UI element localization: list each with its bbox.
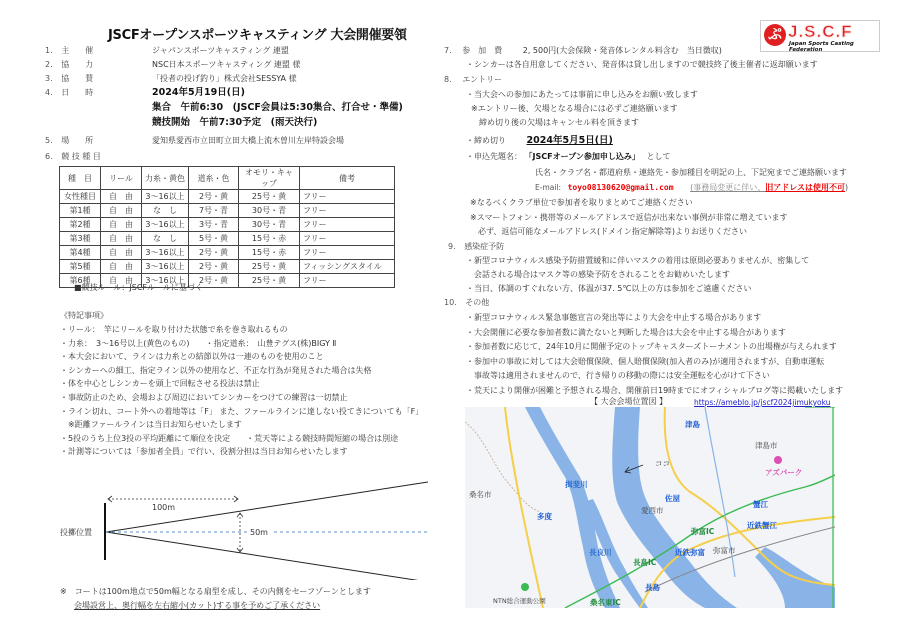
subject-value: 「JSCFオープン参加申し込み」 (524, 152, 640, 161)
table-cell: フリー (300, 274, 395, 288)
entry-note: ※スマートフォン・携帯等のメールアドレスで返信が出来ない事例が非常に増えています (470, 213, 788, 222)
map-label: 近鉄蟹江 (747, 521, 777, 530)
table-cell: 第2種 (60, 218, 101, 232)
table-cell: 自 由 (101, 204, 142, 218)
logo-subtitle: Japan Sports Casting Federation (789, 41, 854, 53)
map-label: 桑名市 (469, 490, 492, 499)
item-datetime: 4. 日 時 (45, 88, 94, 97)
entry-line: ※エントリー後、欠場となる場合には必ずご連絡願います (471, 104, 678, 113)
item-cooperation: 2. 協 力 (45, 60, 94, 69)
other-note-item: ・大会開催に必要な参加者数に満たないと判断した場合は大会を中止する場合があります (466, 327, 786, 337)
table-cell: 2号・黄 (189, 190, 239, 204)
table-header-cell: 力糸・黄色 (142, 167, 189, 190)
events-table (59, 166, 395, 288)
subject-row: ・申込先題名： 「JSCFオープン参加申し込み」 として (466, 152, 671, 161)
infection-line: 会話される場合はマスク等の感染予防をされることをお勧めいたします (466, 270, 730, 279)
table-cell: 15号・赤 (239, 232, 300, 246)
width-label: 50m (250, 528, 268, 537)
assembly-time: 集合 午前6:30 (JSCF会員は5:30集合、打合せ・準備) (152, 102, 403, 113)
table-cell: 2号・黄 (189, 274, 239, 288)
table-cell: 自 由 (101, 246, 142, 260)
email-row: E-mail: toyo08130620@gmail.com (事務局変更に伴い、旧アドレスは使用不可) (535, 183, 849, 192)
email-note: (事務局変更に伴い、 (690, 183, 766, 192)
special-note-item: ※距離ファールラインは当日お知らせいたします (60, 420, 242, 430)
table-cell: 2号・黄 (189, 246, 239, 260)
entry-note: ※なるべくクラブ単位で参加者を取りまとめてご連絡ください (470, 198, 693, 207)
table-header-cell: 種 目 (60, 167, 101, 190)
table-cell: 女性種目 (60, 190, 101, 204)
table-cell: 30号・青 (239, 204, 300, 218)
table-header-cell: オモリ・キャップ (239, 167, 300, 190)
table-row (60, 218, 395, 232)
table-cell: 25号・黄 (239, 260, 300, 274)
table-cell: 第3種 (60, 232, 101, 246)
logo-name: J.S.C.F (788, 22, 853, 41)
entry-heading: 8. エントリー (444, 75, 503, 84)
deadline-value: 2024年5月5日(日) (526, 135, 613, 146)
map-title: 【 大会会場位置図 】 (590, 397, 668, 406)
table-cell: フリー (300, 204, 395, 218)
map-label: 多度 (537, 512, 552, 521)
other-heading: 10. その他 (444, 298, 490, 307)
court-boundary-bottom (106, 532, 428, 580)
fee-section: 7. 参 加 費 2, 500円(大会保険・発音体レンタル料含む 当日徴収) (444, 46, 722, 55)
table-row (60, 204, 395, 218)
table-row (60, 232, 395, 246)
map-label: 津島市 (755, 441, 778, 450)
email-link[interactable]: toyo08130620@gmail.com (567, 183, 674, 192)
other-note-item: 事故等は適用されませんので、行き帰りの移動の際には安全運転を心がけて下さい (466, 371, 770, 380)
venue-marker-label: ココ (655, 459, 670, 468)
table-cell: 15号・赤 (239, 246, 300, 260)
venue-map[interactable] (465, 407, 835, 608)
event-date: 2024年5月19日(日) (152, 87, 245, 98)
poi-pin-icon (774, 456, 782, 464)
logo-emblem-icon: ぷ (764, 24, 786, 46)
special-note-item: ・計測等については「参加者全員」で行い、役割分担は当日お知らせいたします (60, 447, 348, 457)
table-cell: フリー (300, 246, 395, 260)
other-list (466, 311, 843, 398)
casting-position-label: 投擲位置 (60, 528, 92, 537)
table-cell: 第5種 (60, 260, 101, 274)
map-label: 佐屋 (665, 494, 680, 503)
table-row (60, 190, 395, 204)
map-label: 桑名東IC (590, 598, 621, 607)
table-cell: フリー (300, 232, 395, 246)
table-cell: 7号・青 (189, 204, 239, 218)
table-header-row (60, 167, 395, 190)
map-label: アズパーク (765, 468, 803, 477)
rules-note: ■競技ルール：JSCFルールに基づく (74, 283, 203, 292)
table-cell: 自 由 (101, 218, 142, 232)
special-note-item: ・ライン切れ、コート外への着地等は「F」 また、ファールラインに達しない投てきについても「F」 (60, 406, 424, 416)
table-cell: 3号・青 (189, 218, 239, 232)
table-cell: 第1種 (60, 204, 101, 218)
item-venue: 5. 場 所 (45, 136, 94, 145)
item-organizer: 1. 主 催 (45, 46, 94, 55)
table-cell: フィッシングスタイル (300, 260, 395, 274)
table-cell: な し (142, 204, 189, 218)
entry-line: ・当大会への参加にあたっては事前に申し込みをお願い致します (466, 90, 698, 99)
table-cell: 第6種 (60, 274, 101, 288)
table-cell: 自 由 (101, 274, 142, 288)
special-note-item: ・力糸： 3〜16号以上(黄色のもの) ・指定道糸： 山豊テグス(株)BIGY Ⅱ (60, 338, 337, 348)
special-note-item: ・シンカーへの細工、指定ライン以外の使用など、不正な行為が発見された場合は失格 (60, 365, 372, 375)
map-label: 蟹江 (753, 500, 768, 509)
other-note-item: ・参加中の事故に対しては大会賠償保険、個人賠償保険(加入者のみ)が適用されますが、自動車運転 (466, 356, 825, 366)
old-address-warning: 旧アドレスは使用不可 (765, 183, 845, 192)
poi-pin-icon (521, 583, 529, 591)
special-note-item: ・5投のうち上位3投の平均距離にて順位を決定 ・荒天等による競技時間短縮の場合は別途 (60, 433, 399, 443)
table-cell: 5号・黄 (189, 232, 239, 246)
fee-value: 2, 500円(大会保険・発音体レンタル料含む 当日徴収) (522, 46, 722, 55)
court-note-cut: 会場設営上、奥行幅を左右縮小(カット)する事を予めご了承ください (74, 601, 321, 610)
table-cell: 自 由 (101, 260, 142, 274)
infection-line: ・新型コロナウィルス感染予防措置緩和に伴いマスクの着用は原則必要ありませんが、密集して (466, 256, 810, 265)
entry-line: 締め切り後の欠場はキャンセル料を頂きます (479, 118, 639, 127)
special-note-item: ・体を中心としシンカーを頭上で回転させる投法は禁止 (60, 379, 260, 389)
special-note-item: ・事故防止のため、会場および周辺においてシンカーをつけての練習は一切禁止 (60, 392, 348, 402)
special-notes-list (60, 323, 423, 459)
table-header-cell: 道糸・色 (189, 167, 239, 190)
table-cell: 3〜16以上 (142, 260, 189, 274)
table-cell: 自 由 (101, 232, 142, 246)
table-cell: フリー (300, 218, 395, 232)
special-note-item: ・リール： 竿にリールを取り付けた状態で糸を巻き取れるもの (60, 325, 288, 334)
table-header-cell: リール (101, 167, 142, 190)
table-cell: 第4種 (60, 246, 101, 260)
table-cell: フリー (300, 190, 395, 204)
map-label: 揖斐川 (565, 480, 588, 489)
map-label: NTN総合運動公園 (493, 597, 546, 605)
map-label: 津島 (685, 420, 700, 429)
sponsor-value: 「投者の投げ釣り」株式会社SESSYA 様 (152, 74, 297, 83)
map-label: 近鉄弥富 (675, 548, 705, 557)
infection-heading: 9. 感染症予防 (448, 242, 505, 251)
deadline-row: ・締め切り 2024年5月5日(日) (466, 135, 613, 146)
infection-line: ・当日、体調のすぐれない方、体温が37. 5℃以上の方は参加をご遠慮ください (466, 284, 752, 293)
map-label: 長島IC (633, 558, 657, 567)
table-cell: 3〜16以上 (142, 190, 189, 204)
map-label: 愛西市 (641, 506, 664, 515)
jscf-logo (760, 20, 880, 52)
other-note-item: ・新型コロナウィルス緊急事態宣言の発出等により大会を中止する場合があります (466, 313, 762, 322)
cooperation-value: NSC日本スポーツキャスティング 連盟 様 (152, 60, 301, 69)
venue-value: 愛知県愛西市立田町立田大橋上流木曽川左岸特設会場 (152, 136, 344, 145)
special-notes-heading: 《特記事項》 (60, 311, 108, 320)
map-label: 長島 (645, 583, 660, 592)
court-note: ※ コートは100m地点で50m幅となる扇型を成し、その内側をセーフゾーンとします (60, 587, 371, 596)
table-cell: 2号・黄 (189, 260, 239, 274)
blog-link[interactable]: https://ameblo.jp/jscf2024jimukyoku (694, 398, 831, 407)
table-cell: 25号・黄 (239, 274, 300, 288)
item-sponsor: 3. 協 賛 (45, 74, 94, 83)
table-header-cell: 備考 (300, 167, 395, 190)
subject-detail: 氏名・クラブ名・都道府県・連絡先・参加種目を明記の上、下記宛までご連絡願います (535, 168, 847, 177)
events-heading: 6. 競 技 種 目 (45, 152, 101, 161)
page-title: JSCFオープンスポーツキャスティング 大会開催要領 (108, 28, 407, 43)
table-row (60, 260, 395, 274)
table-cell: 自 由 (101, 190, 142, 204)
table-row (60, 246, 395, 260)
other-note-item: ・荒天により開催が困難と予想される場合、開催前日19時までにオフィシャルブログ等に掲載いたします (466, 385, 844, 395)
entry-note: 必ず、返信可能なメールアドレス(ドメイン指定解除等)よりお送りください (470, 227, 747, 236)
map-label: 長良川 (589, 548, 612, 557)
court-diagram (40, 480, 460, 580)
table-cell: 25号・黄 (239, 190, 300, 204)
other-note-item: ・参加者数に応じて、24年10月に開催予定のトップキャスターズトーナメントの出場権が与えられます (466, 342, 837, 351)
map-label: 弥富IC (691, 527, 715, 536)
special-note-item: ・本大会において、ラインは力糸との結節以外は一連のものを使用のこと (60, 352, 324, 362)
table-cell: 3〜16以上 (142, 274, 189, 288)
start-time: 競技開始 午前7:30予定 (雨天決行) (152, 117, 318, 128)
fee-note: ・シンカーは各自用意してください、発音体は貸し出しますので競技終了後主催者に返却願います (466, 60, 818, 69)
table-cell: 3〜16以上 (142, 246, 189, 260)
organizer-value: ジャパンスポーツキャスティング 連盟 (152, 46, 289, 55)
table-cell: 3〜16以上 (142, 218, 189, 232)
map-label: 弥富市 (713, 546, 736, 555)
distance-label: 100m (152, 503, 176, 512)
table-cell: な し (142, 232, 189, 246)
table-cell: 30号・青 (239, 218, 300, 232)
